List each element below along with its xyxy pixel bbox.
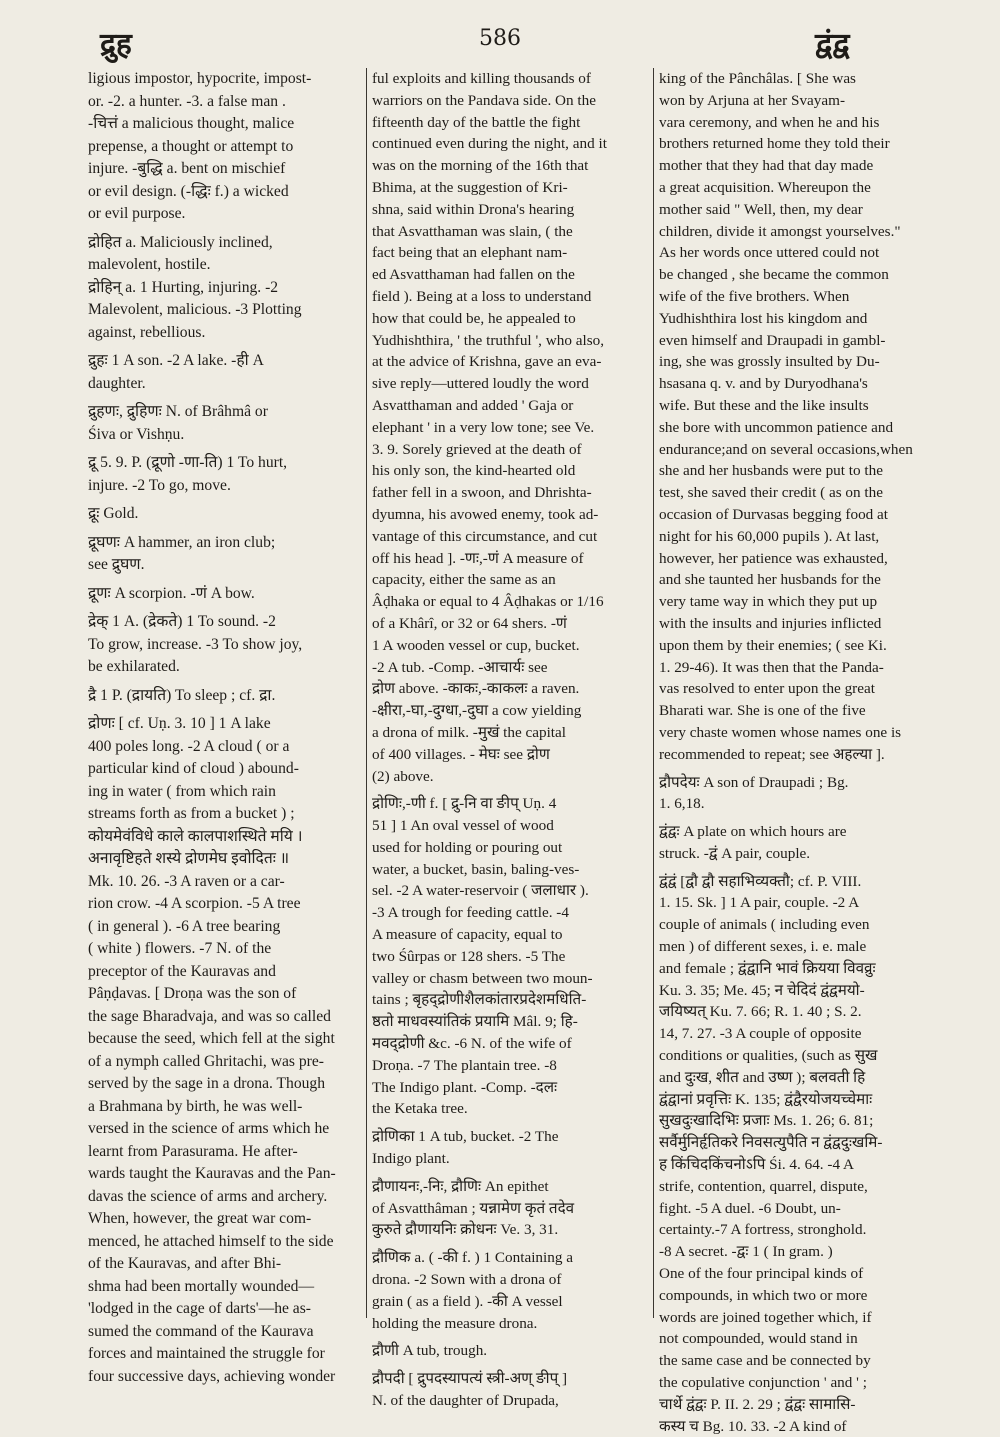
column-3 xyxy=(659,68,933,1435)
text-line: and दुःख, शीत and उष्ण ); बलवती हि xyxy=(659,1068,866,1086)
text-line: the sage Bharadvaja, and was so called xyxy=(88,1007,331,1025)
text-line: To grow, increase. -3 To show joy, xyxy=(88,635,303,653)
text-line: Malevolent, malicious. -3 Plotting xyxy=(88,301,302,318)
text-line: fact being that an elephant nam- xyxy=(372,244,568,262)
text-line: of a Khârî, or 32 or 64 shers. -णं xyxy=(372,614,567,632)
text-line: द्रौणिक a. ( -की f. ) 1 Containing a xyxy=(372,1249,573,1267)
text-line: malevolent, hostile. xyxy=(88,256,211,273)
text-line: 1. 6,18. xyxy=(659,795,705,813)
text-line: Indigo plant. xyxy=(372,1150,450,1168)
column-divider-2 xyxy=(653,68,654,1318)
text-line: and female ; द्वंद्वानि भावं क्रियया विवव्रुः xyxy=(659,959,876,977)
text-line: द्रोणिः,-णी f. [ द्रु-नि वा ङीप् Uṇ. 4 xyxy=(372,795,557,813)
text-line: द्रूघणः A hammer, an iron club; xyxy=(88,533,276,551)
text-line: द्रूणः A scorpion. -णं A bow. xyxy=(88,584,255,602)
text-line: prepense, a thought or attempt to xyxy=(88,137,294,155)
text-line: elephant ' in a very low tone; see Ve. xyxy=(372,418,595,436)
text-line: -3 A trough for feeding cattle. -4 xyxy=(372,904,569,922)
text-line: One of the four principal kinds of xyxy=(659,1265,864,1283)
text-line: wife. But these and the like insults xyxy=(659,396,869,414)
text-line: mother that they had that day made xyxy=(659,157,874,175)
text-line: of a nymph called Ghritachi, was pre- xyxy=(88,1052,324,1070)
text-line: capacity, either the same as an xyxy=(372,571,556,589)
text-line: कस्य च Bg. 10. 33. -2 A kind of xyxy=(659,1417,847,1435)
text-line: water, a bucket, basin, baling-ves- xyxy=(372,860,580,878)
text-line: at the advice of Krishna, gave an eva- xyxy=(372,353,602,371)
text-line: ing, she was grossly insulted by Du- xyxy=(659,353,880,371)
text-line: holding the measure drona. xyxy=(372,1314,538,1332)
text-line: how that could be, he appealed to xyxy=(372,309,576,327)
text-line: she and her husbands were put to the xyxy=(659,462,883,480)
text-line: men ) of different sexes, i. e. male xyxy=(659,938,867,956)
text-line: द्रू 5. 9. P. (द्रूणो -णा-ति) 1 To hurt, xyxy=(88,454,288,471)
text-line: injure. -बुद्धि a. bent on mischief xyxy=(88,160,286,177)
text-line: द्रोहिन् a. 1 Hurting, injuring. -2 xyxy=(88,278,279,296)
text-line: -2 A tub. -Comp. -आचार्यः see xyxy=(372,658,548,676)
text-line: four successive days, achieving wonder xyxy=(88,1367,336,1385)
text-line: the same case and be connected by xyxy=(659,1352,871,1370)
text-line: upon them by their enemies; ( see Ki. xyxy=(659,636,887,654)
text-line: wife of the five brothers. When xyxy=(659,287,850,305)
text-line: struck. -द्वं A pair, couple. xyxy=(659,844,811,862)
text-line: king of the Pânchâlas. [ She was xyxy=(659,70,856,87)
text-line: चार्थे द्वंद्वः P. II. 2. 29 ; द्वंद्वः सामासि- xyxy=(659,1395,856,1413)
text-line: कोयमेवंविधे काले कालपाशस्थिते मयि । xyxy=(88,827,303,845)
text-line: be changed , she became the common xyxy=(659,266,889,284)
text-line: father fell in a swoon, and Dhrishta- xyxy=(372,484,592,502)
text-line: and she taunted her husbands for the xyxy=(659,571,881,589)
text-line: night for his 60,000 pupils ). At last, xyxy=(659,527,880,545)
text-line: a Brahmana by birth, he was well- xyxy=(88,1097,303,1115)
text-line: सुखदुःखादिभिः प्रजाः Ms. 1. 26; 6. 81; xyxy=(659,1112,874,1130)
column-divider-1 xyxy=(366,68,367,1318)
text-line: fifteenth day of the battle the fight xyxy=(372,113,581,131)
text-line: test, she saved their credit ( as on the xyxy=(659,484,883,502)
text-line: mother said " Well, then, my dear xyxy=(659,200,863,218)
text-line: Bharati war. She is one of the five xyxy=(659,702,866,720)
text-line: द्रोणिका 1 A tub, bucket. -2 The xyxy=(372,1128,559,1146)
text-line: streams forth as from a bucket ) ; xyxy=(88,805,295,822)
text-line: Mk. 10. 26. -3 A raven or a car- xyxy=(88,872,285,890)
text-line: As her words once uttered could not xyxy=(659,244,880,262)
text-line: words are joined together which, if xyxy=(659,1308,872,1326)
text-line: grain ( as a field ). -की A vessel xyxy=(372,1292,563,1310)
text-line: however, her patience was exhausted, xyxy=(659,549,888,567)
text-line: द्रोण above. -काकः,-काकलः a raven. xyxy=(372,680,580,698)
text-line: 1. 15. Sk. ] 1 A pair, couple. -2 A xyxy=(659,894,860,912)
text-line: endurance;and on several occasions,when xyxy=(659,440,913,458)
text-line: ing in water ( from which rain xyxy=(88,782,276,800)
text-line: sive reply—uttered loudly the word xyxy=(372,375,589,393)
text-line: field ). Being at a loss to understand xyxy=(372,287,592,305)
text-line: even himself and Draupadi in gambl- xyxy=(659,331,886,349)
text-line: very chaste women whose names one is xyxy=(659,723,902,741)
text-line: used for holding or pouring out xyxy=(372,838,563,856)
text-line: 3. 9. Sorely grieved at the death of xyxy=(372,440,582,458)
text-line: valley or chasm between two moun- xyxy=(372,969,593,987)
text-line: ( in general ). -6 A tree bearing xyxy=(88,917,281,935)
text-line: N. of the daughter of Drupada, xyxy=(372,1392,559,1410)
text-line: continued even during the night, and it xyxy=(372,135,607,153)
text-line: certainty.-7 A fortress, stronghold. xyxy=(659,1221,867,1239)
text-line: कुरुते द्रौणायनिः क्रोधनः Ve. 3, 31. xyxy=(372,1221,559,1239)
text-line: मवद्द्रोणी &c. -6 N. of the wife of xyxy=(372,1035,572,1053)
text-line: because the seed, which fell at the sight xyxy=(88,1030,335,1047)
text-line: see द्रुघण. xyxy=(88,556,145,573)
text-line: Droṇa. -7 The plantain tree. -8 xyxy=(372,1056,557,1074)
text-line: injure. -2 To go, move. xyxy=(88,476,231,494)
text-line: off his head ]. -णः,-णं A measure of xyxy=(372,549,584,567)
text-line: Asvatthaman and added ' Gaja or xyxy=(372,396,574,414)
text-line: two Śûrpas or 128 shers. -5 The xyxy=(372,947,566,965)
text-line: The Indigo plant. -Comp. -दलः xyxy=(372,1078,558,1096)
text-line: 51 ] 1 An oval vessel of wood xyxy=(372,817,554,835)
text-line: द्रुहणः, द्रुहिणः N. of Brâhmâ or xyxy=(88,403,268,420)
text-line: When, however, the great war com- xyxy=(88,1210,312,1227)
text-line: strife, contention, quarrel, dispute, xyxy=(659,1177,868,1195)
text-line: 1. 29-46). It was then that the Panda- xyxy=(659,658,884,676)
text-line: shna, said within Drona's hearing xyxy=(372,200,575,218)
text-line: vas resolved to enter upon the great xyxy=(659,680,875,698)
guide-word-left: द्रुह xyxy=(100,27,132,62)
text-line: द्रुहः 1 A son. -2 A lake. -ही A xyxy=(88,352,264,369)
text-line: couple of animals ( including even xyxy=(659,916,870,934)
text-line: द्रौणी A tub, trough. xyxy=(372,1342,488,1360)
text-line: द्रेक् 1 A. (द्रेकते) 1 To sound. -2 xyxy=(88,613,276,630)
text-line: of the Kauravas, and after Bhi- xyxy=(88,1255,282,1272)
text-line: ful exploits and killing thousands of xyxy=(372,70,591,87)
text-line: A measure of capacity, equal to xyxy=(372,926,563,944)
text-line: brothers returned home they told their xyxy=(659,135,890,153)
text-line: be exhilarated. xyxy=(88,658,180,675)
text-line: अनावृष्टिहते शस्ये द्रोणमेघ इवोदितः ॥ xyxy=(88,850,290,867)
text-line: ह किंचिदकिंचनोऽपि Śi. 4. 64. -4 A xyxy=(659,1156,854,1174)
text-line: menced, he attached himself to the side xyxy=(88,1232,334,1250)
text-line: forces and maintained the struggle for xyxy=(88,1345,325,1362)
text-line: Yudhishthira, ' the truthful ', who also, xyxy=(372,331,604,349)
text-line: द्रौपदी [ द्रुपदस्यापत्यं स्त्री-अण् ङीप् ] xyxy=(372,1370,568,1388)
text-line: द्रोहित a. Maliciously inclined, xyxy=(88,233,273,251)
text-line: 14, 7. 27. -3 A couple of opposite xyxy=(659,1025,862,1043)
text-line: ligious impostor, hypocrite, impost- xyxy=(88,70,312,87)
text-line: his only son, the kind-hearted old xyxy=(372,462,576,480)
text-line: द्रूः Gold. xyxy=(88,505,139,522)
text-line: जयिष्यत् Ku. 7. 66; R. 1. 40 ; S. 2. xyxy=(659,1003,862,1021)
text-line: not compounded, would stand in xyxy=(659,1330,858,1348)
text-line: Śiva or Vishṇu. xyxy=(88,425,185,443)
text-line: occasion of Durvasas begging food at xyxy=(659,505,889,523)
text-line: द्रौपदेयः A son of Draupadi ; Bg. xyxy=(659,773,849,791)
text-line: (2) above. xyxy=(372,767,434,785)
text-line: or evil design. (-द्धिः f.) a wicked xyxy=(88,182,289,200)
text-line: that Asvatthaman was slain, ( the xyxy=(372,222,573,240)
text-line: द्रौणायनः,-निः, द्रौणिः An epithet xyxy=(372,1177,549,1195)
text-line: was on the morning of the 16th that xyxy=(372,157,589,175)
page-number: 586 xyxy=(479,26,521,51)
text-line: vantage of this circumstance, and cut xyxy=(372,527,598,545)
text-line: ( white ) flowers. -7 N. of the xyxy=(88,940,272,957)
text-line: conditions or qualities, (such as सुख xyxy=(659,1047,878,1065)
text-line: Âḍhaka or equal to 4 Âḍhakas or 1/16 xyxy=(372,593,604,611)
text-line: of Asvatthâman ; यन्नामेण कृतं तदेव xyxy=(372,1199,575,1217)
text-line: 'lodged in the cage of darts'—he as- xyxy=(88,1300,311,1317)
text-line: the Ketaka tree. xyxy=(372,1100,468,1118)
text-line: drona. -2 Sown with a drona of xyxy=(372,1271,562,1289)
page-header xyxy=(0,22,1000,62)
text-line: particular kind of cloud ) abound- xyxy=(88,760,299,777)
text-line: द्वंद्वः A plate on which hours are xyxy=(659,823,847,841)
text-line: -क्षीरा,-घा,-दुग्धा,-दुघा a cow yielding xyxy=(372,702,582,720)
text-line: compounds, in which two or more xyxy=(659,1286,868,1304)
text-line: the copulative conjunction ' and ' ; xyxy=(659,1374,867,1392)
text-line: -चित्तं a malicious thought, malice xyxy=(88,115,295,132)
text-line: Pâṇḍavas. [ Droṇa was the son of xyxy=(88,985,297,1002)
text-line: dyumna, his avowed enemy, took ad- xyxy=(372,505,599,523)
text-line: hsasana q. v. and by Duryodhana's xyxy=(659,375,868,393)
text-line: daughter. xyxy=(88,374,146,392)
text-line: or evil purpose. xyxy=(88,205,186,222)
text-line: against, rebellious. xyxy=(88,323,206,341)
text-line: -8 A secret. -द्वः 1 ( In gram. ) xyxy=(659,1243,833,1261)
text-line: warriors on the Pandava side. On the xyxy=(372,91,596,109)
text-line: children, divide it amongst yourselves." xyxy=(659,222,901,240)
text-line: learnt from Parasurama. He after- xyxy=(88,1142,298,1160)
text-line: द्रोणः [ cf. Uṇ. 3. 10 ] 1 A lake xyxy=(88,715,271,732)
text-line: sumed the command of the Kaurava xyxy=(88,1322,314,1340)
text-line: preceptor of the Kauravas and xyxy=(88,962,276,980)
column-2 xyxy=(372,68,646,1410)
text-line: with the insults and injuries inflicted xyxy=(659,614,882,632)
guide-word-right: द्वंद्व xyxy=(815,27,850,62)
text-line: vara ceremony, and when he and his xyxy=(659,113,880,131)
text-line: or. -2. a hunter. -3. a false man . xyxy=(88,92,286,110)
text-line: Bhima, at the suggestion of Kri- xyxy=(372,178,568,196)
text-line: recommended to repeat; see अहल्या ]. xyxy=(659,745,885,763)
text-line: ष्ठतो माधवस्यांतिकं प्रयामि Mâl. 9; हि- xyxy=(372,1013,578,1031)
text-line: द्वंद्वं [द्वौ द्वौ सहाभिव्यक्तौ; cf. P. VIII. xyxy=(659,872,862,890)
text-line: a drona of milk. -मुखं the capital xyxy=(372,723,566,741)
text-line: 1 A wooden vessel or cup, bucket. xyxy=(372,636,580,654)
text-line: Yudhishthira lost his kingdom and xyxy=(659,309,868,327)
text-line: shma had been mortally wounded— xyxy=(88,1277,315,1295)
text-line: सर्वैर्मुनिर्हृतिकरे निवसत्युपैति न द्वंद्वदुःखमि- xyxy=(659,1134,883,1152)
text-line: द्रै 1 P. (द्रायति) To sleep ; cf. द्रा. xyxy=(88,686,276,704)
text-line: a great acquisition. Whereupon the xyxy=(659,178,871,196)
text-line: wards taught the Kauravas and the Pan- xyxy=(88,1165,336,1182)
text-line: tains ; बृहद्द्रोणीशैलकांतारप्रदेशमधिति- xyxy=(372,991,587,1009)
text-line: ed Asvatthaman had fallen on the xyxy=(372,266,575,284)
text-line: very tame way in which they put up xyxy=(659,593,878,611)
text-line: Ku. 3. 35; Me. 45; न चेदिदं द्वंद्वमयो- xyxy=(659,981,865,999)
text-line: davas the science of arms and archery. xyxy=(88,1187,328,1205)
text-line: served by the sage in a drona. Though xyxy=(88,1075,326,1092)
text-line: she bore with uncommon patience and xyxy=(659,418,894,436)
text-line: rion crow. -4 A scorpion. -5 A tree xyxy=(88,895,301,912)
text-line: sel. -2 A water-reservoir ( जलाधार ). xyxy=(372,882,589,900)
text-line: won by Arjuna at her Svayam- xyxy=(659,91,846,109)
text-line: द्वंद्वानां प्रवृत्तिः K. 135; द्वंद्वैरयोजयच्चेमाः xyxy=(659,1090,873,1108)
text-line: fight. -5 A duel. -6 Doubt, un- xyxy=(659,1199,841,1217)
text-line: of 400 villages. - मेघः see द्रोण xyxy=(372,745,550,763)
text-line: 400 poles long. -2 A cloud ( or a xyxy=(88,737,290,755)
column-1 xyxy=(88,68,360,1385)
text-line: versed in the science of arms which he xyxy=(88,1120,330,1137)
